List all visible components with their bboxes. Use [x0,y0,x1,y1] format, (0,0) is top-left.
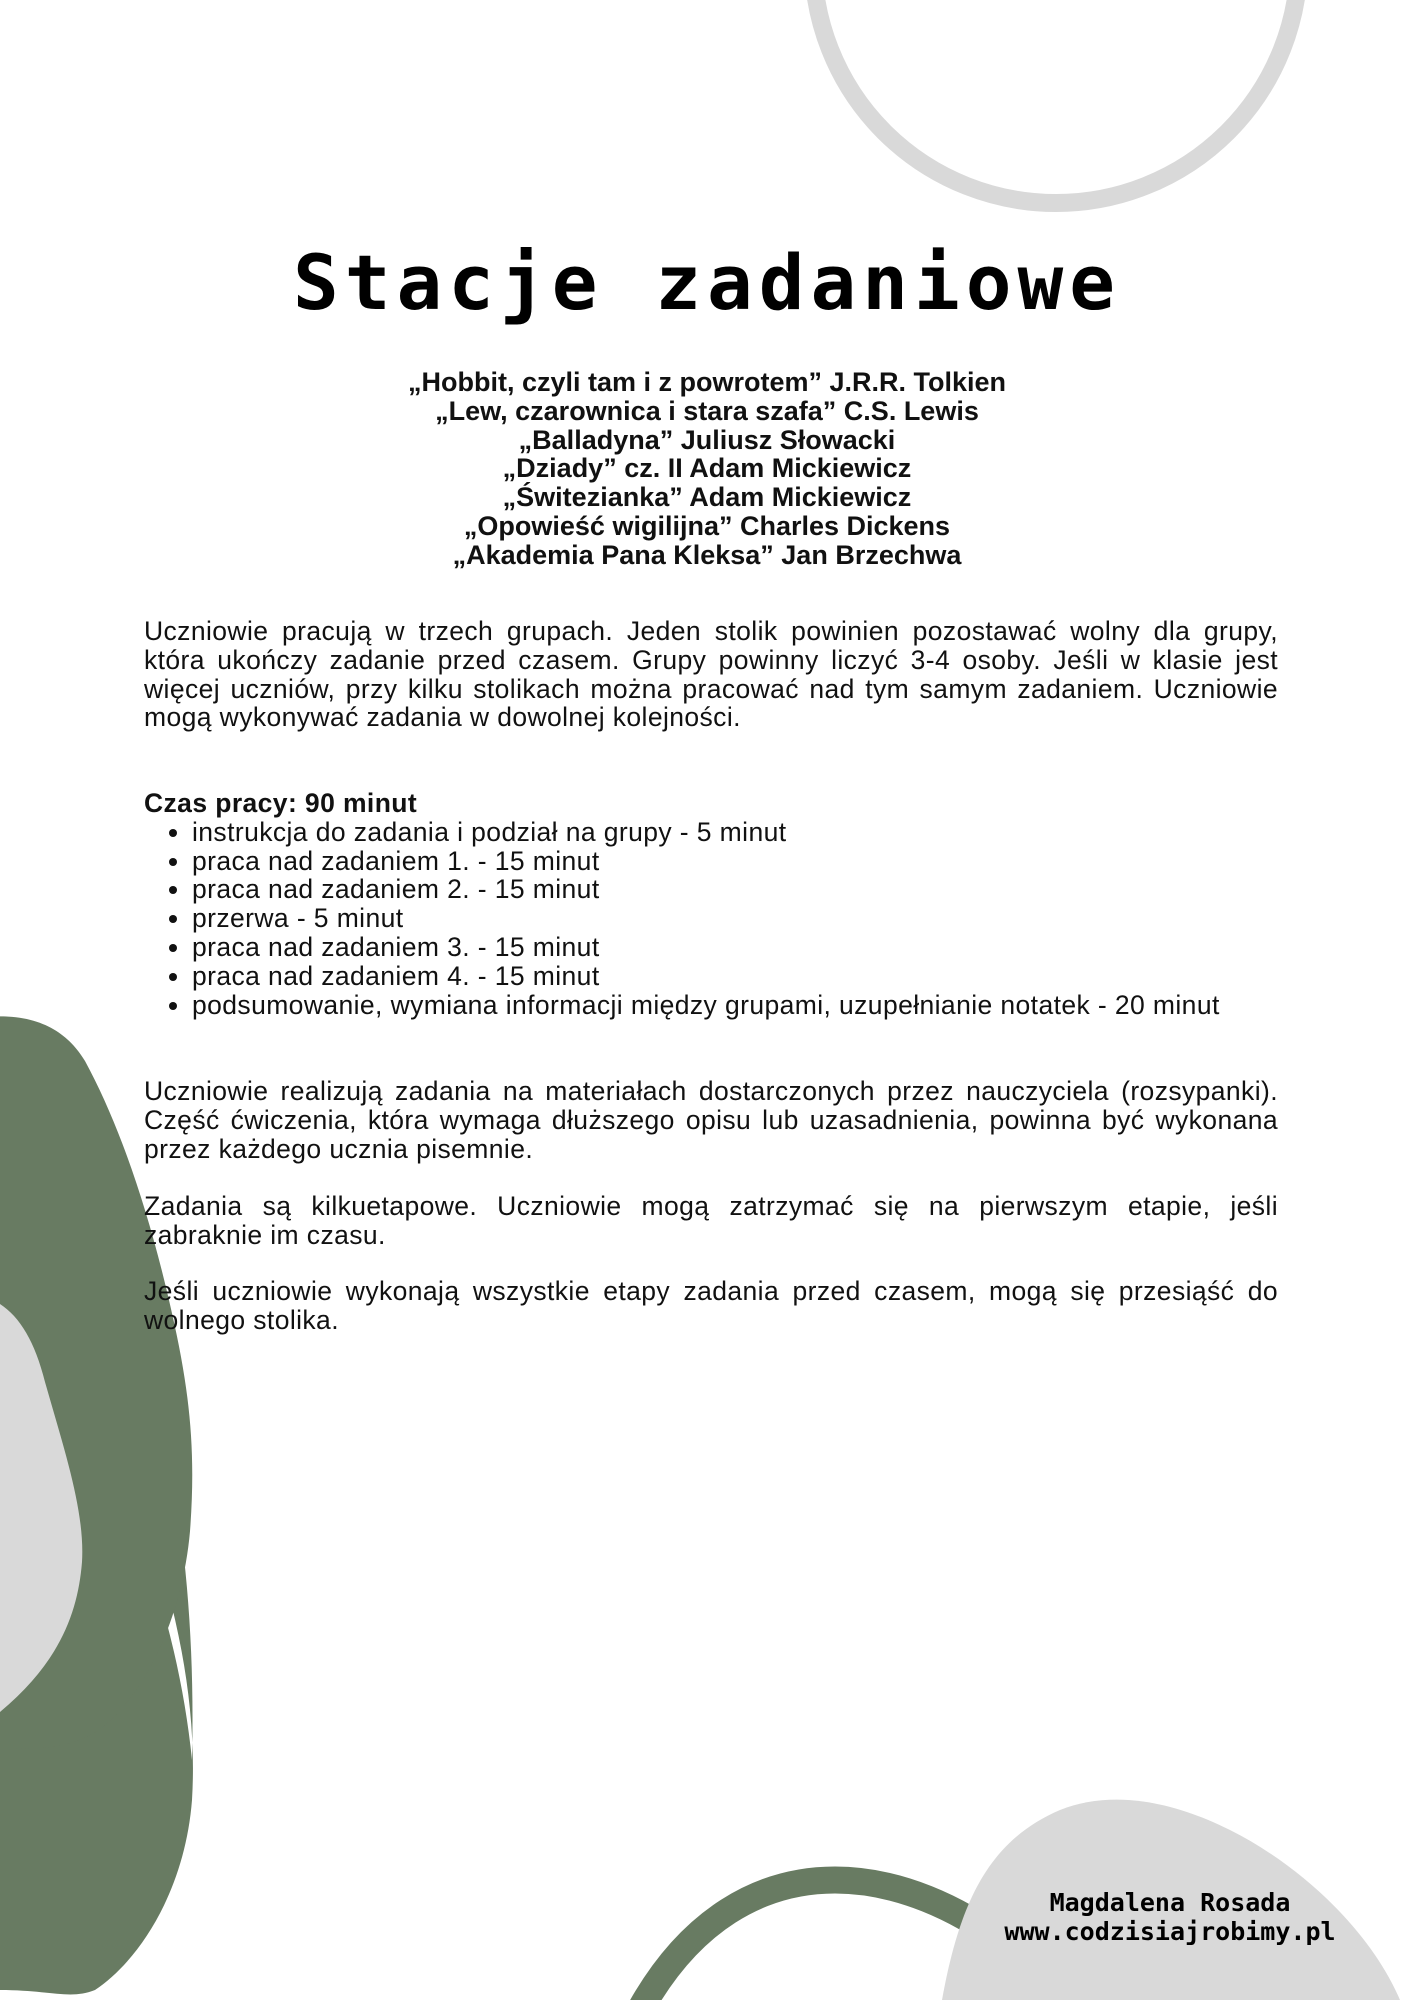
paragraph-text: Jeśli uczniowie wykonają wszystkie etapy zadania przed czasem, mogą się przesiąść do wolnego stolika. [144,1276,1278,1335]
author-name: Magdalena Rosada [1049,1888,1291,1917]
book-title: „Balladyna” Juliusz Słowacki [518,424,896,455]
book-title: „Opowieść wigilijna” Charles Dickens [463,510,951,541]
early-finish-paragraph [144,1277,1278,1335]
schedule-item: • instrukcja do zadania i podział na grupy - 5 minut [192,818,1278,847]
paragraph-text: Zadania są kilkuetapowe. Uczniowie mogą zatrzymać się na pierwszym etapie, jeśli zabraknie im czasu. [144,1191,1278,1250]
page-title: Stacje zadaniowe [292,238,1122,327]
book-title: „Dziady” cz. II Adam Mickiewicz [502,453,912,484]
book-title: „Hobbit, czyli tam i z powrotem” J.R.R. Tolkien [407,367,1007,397]
intro-paragraph [144,617,1278,732]
stages-paragraph [144,1192,1278,1250]
schedule-item: • praca nad zadaniem 3. - 15 minut [192,933,1278,962]
book-title: „Świtezianka” Adam Mickiewicz [502,482,912,513]
schedule-item: • praca nad zadaniem 4. - 15 minut [192,962,1278,991]
schedule-item: • praca nad zadaniem 2. - 15 minut [192,875,1278,904]
book-title: „Akademia Pana Kleksa” Jan Brzechwa [452,539,962,570]
intro-text: Uczniowie pracują w trzech grupach. Jeden stolik powinien pozostawać wolny dla grupy, która ukończy zadanie przed czasem. Grupy powinny liczyć 3-4 osoby. Jeśli w klasie jest więcej uczniów, przy kilku stolikach można pracować nad tym samym zadaniem. Uczniowie mogą wykonywać zadania w dowolnej kolejności. [144,616,1278,733]
top-gray-ring [813,0,1299,203]
schedule-list [144,818,1278,1020]
website-link[interactable]: www.codzisiajrobimy.pl [1004,1917,1336,1946]
schedule-heading: Czas pracy: 90 minut [144,788,418,818]
footer [970,1888,1370,1946]
materials-paragraph [144,1077,1278,1163]
schedule-item: • podsumowanie, wymiana informacji między grupami, uzupełnianie notatek - 20 minut [192,991,1278,1020]
schedule-section [144,789,1278,1019]
schedule-item: • przerwa - 5 minut [192,904,1278,933]
book-title: „Lew, czarownica i stara szafa” C.S. Lewis [435,395,979,426]
schedule-item: • praca nad zadaniem 1. - 15 minut [192,847,1278,876]
paragraph-text: Uczniowie realizują zadania na materiałach dostarczonych przez nauczyciela (rozsypanki). Część ćwiczenia, która wymaga dłuższego opisu lub uzasadnienia, powinna być wykonana przez każdego ucznia pisemnie. [144,1076,1278,1164]
book-list [0,368,1414,570]
